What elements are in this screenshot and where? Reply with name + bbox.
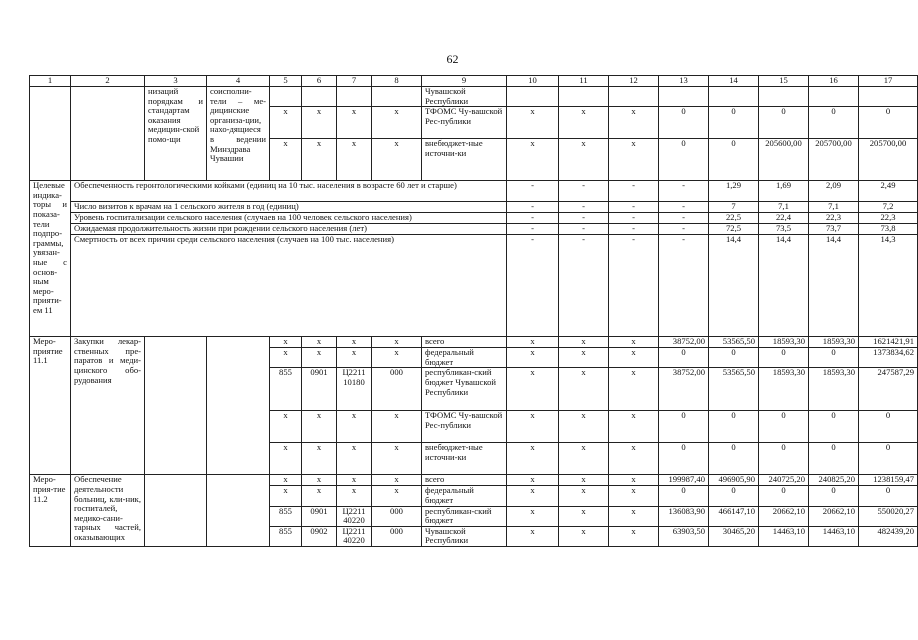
col-header: 4 (207, 76, 270, 87)
cell: x (507, 337, 559, 348)
cell (507, 87, 559, 107)
value-cell: 14463,10 (759, 526, 809, 546)
value-cell: 38752,00 (659, 337, 709, 348)
cell (145, 337, 207, 475)
source-cell: ТФОМС Чу-вашской Рес-публики (422, 107, 507, 139)
cell: - (507, 181, 559, 202)
cell: - (559, 235, 609, 337)
cell: x (337, 337, 372, 348)
value-cell: 0 (809, 486, 859, 506)
cell: x (337, 411, 372, 443)
cell: 855 (270, 526, 302, 546)
cell (659, 87, 709, 107)
source-cell: Чувашской Республики (422, 526, 507, 546)
cell: 0901 (302, 368, 337, 411)
cell: x (507, 526, 559, 546)
value-cell: 53565,50 (709, 368, 759, 411)
cell: x (609, 526, 659, 546)
col-header: 15 (759, 76, 809, 87)
cell: x (507, 139, 559, 181)
cell: x (559, 475, 609, 486)
cell: - (659, 235, 709, 337)
indicator-text: Ожидаемая продолжительность жизни при рождении сельского населения (лет) (71, 224, 507, 235)
cell (302, 87, 337, 107)
measure-label: Меро-прия-тие 11.2 (30, 475, 71, 547)
value-cell: 0 (659, 139, 709, 181)
cell: x (559, 337, 609, 348)
cell: x (270, 348, 302, 368)
col-header: 7 (337, 76, 372, 87)
value-cell: 14,4 (709, 235, 759, 337)
value-cell: 0 (659, 443, 709, 475)
cell (145, 475, 207, 547)
cell: - (609, 235, 659, 337)
cell: x (559, 139, 609, 181)
col-header: 10 (507, 76, 559, 87)
cell: x (337, 486, 372, 506)
col-header: 3 (145, 76, 207, 87)
cell: Ц2211 10180 (337, 368, 372, 411)
cell (30, 87, 71, 181)
col-header: 17 (859, 76, 918, 87)
cell (207, 475, 270, 547)
value-cell: 0 (709, 443, 759, 475)
value-cell: 199987,40 (659, 475, 709, 486)
value-cell: 1621421,91 (859, 337, 918, 348)
table-row (30, 87, 918, 107)
indicator-text: Смертность от всех причин среди сельского населения (случаев на 100 тыс. населения) (71, 235, 507, 337)
value-cell: 63903,50 (659, 526, 709, 546)
value-cell: 7 (709, 202, 759, 213)
indicator-row (30, 213, 918, 224)
col-header: 14 (709, 76, 759, 87)
cell: x (270, 411, 302, 443)
value-cell: 205700,00 (859, 139, 918, 181)
cell: 000 (372, 368, 422, 411)
indicator-text: Уровень госпитализации сельского населения (случаев на 100 человек сельского населения) (71, 213, 507, 224)
value-cell: 14,3 (859, 235, 918, 337)
executor-cell: низаций порядкам и стандартам оказания медицин-ской помо-щи (145, 87, 207, 181)
measure-name: Обеспечение деятельности больниц, кли-ник, госпиталей, медико-сани-тарных частей, оказывающих (71, 475, 145, 547)
table-body (30, 76, 918, 547)
value-cell: 1,69 (759, 181, 809, 202)
value-cell: 73,7 (809, 224, 859, 235)
cell: - (507, 213, 559, 224)
value-cell: 0 (759, 411, 809, 443)
cell: x (609, 443, 659, 475)
value-cell: 7,2 (859, 202, 918, 213)
col-header: 13 (659, 76, 709, 87)
col-header: 16 (809, 76, 859, 87)
cell: 0901 (302, 506, 337, 526)
table-row (30, 337, 918, 348)
page-number: 62 (446, 52, 459, 66)
col-header: 8 (372, 76, 422, 87)
source-cell: внебюджет-ные источни-ки (422, 443, 507, 475)
value-cell: 20662,10 (809, 506, 859, 526)
value-cell: 0 (709, 139, 759, 181)
value-cell: 247587,29 (859, 368, 918, 411)
measure-name: Закупки лекар-ственных пре-паратов и меди-цинского обо-рудования (71, 337, 145, 475)
cell: - (659, 213, 709, 224)
cell: x (270, 139, 302, 181)
column-number-row (30, 76, 918, 87)
value-cell: 240825,20 (809, 475, 859, 486)
cell: x (507, 443, 559, 475)
cell: x (559, 443, 609, 475)
table-row (30, 475, 918, 486)
value-cell: 0 (659, 486, 709, 506)
cell: x (609, 486, 659, 506)
cell: x (372, 443, 422, 475)
cell: - (507, 235, 559, 337)
value-cell: 38752,00 (659, 368, 709, 411)
cell: x (559, 526, 609, 546)
value-cell: 18593,30 (759, 368, 809, 411)
cell: x (507, 486, 559, 506)
cell: x (609, 337, 659, 348)
cell: x (507, 368, 559, 411)
value-cell: 1,29 (709, 181, 759, 202)
value-cell: 73,8 (859, 224, 918, 235)
cell (759, 87, 809, 107)
cell: x (372, 411, 422, 443)
value-cell: 18593,30 (809, 337, 859, 348)
value-cell: 73,5 (759, 224, 809, 235)
value-cell: 14463,10 (809, 526, 859, 546)
coexecutor-cell: соисполни-тели – ме-дицинские организа-ции, нахо-дящиеся в ведении Минздрава Чувашии (207, 87, 270, 181)
indicator-row (30, 181, 918, 202)
col-header: 9 (422, 76, 507, 87)
value-cell: 1373834,62 (859, 348, 918, 368)
value-cell: 0 (759, 486, 809, 506)
col-header: 5 (270, 76, 302, 87)
source-cell: республикан-ский бюджет (422, 506, 507, 526)
col-header: 12 (609, 76, 659, 87)
value-cell: 0 (759, 107, 809, 139)
indicator-text: Число визитов к врачам на 1 сельского жителя в год (единиц) (71, 202, 507, 213)
value-cell: 22,3 (809, 213, 859, 224)
cell: x (302, 139, 337, 181)
value-cell: 482439,20 (859, 526, 918, 546)
cell: x (559, 107, 609, 139)
value-cell: 1238159,47 (859, 475, 918, 486)
col-header: 2 (71, 76, 145, 87)
cell: - (507, 224, 559, 235)
cell: - (559, 213, 609, 224)
cell: - (659, 224, 709, 235)
cell: x (559, 486, 609, 506)
cell: x (609, 475, 659, 486)
cell: x (337, 348, 372, 368)
value-cell: 14,4 (759, 235, 809, 337)
value-cell: 2,09 (809, 181, 859, 202)
budget-table (29, 75, 918, 547)
cell: x (337, 443, 372, 475)
source-cell: ТФОМС Чу-вашской Рес-публики (422, 411, 507, 443)
cell: x (609, 368, 659, 411)
value-cell: 14,4 (809, 235, 859, 337)
cell (270, 87, 302, 107)
source-cell: федеральный бюджет (422, 486, 507, 506)
value-cell: 466147,10 (709, 506, 759, 526)
cell: x (507, 506, 559, 526)
source-cell: Чувашской Республики (422, 87, 507, 107)
value-cell: 0 (709, 411, 759, 443)
cell: - (659, 202, 709, 213)
cell: - (507, 202, 559, 213)
source-cell: всего (422, 337, 507, 348)
value-cell: 496905,90 (709, 475, 759, 486)
value-cell: 0 (809, 443, 859, 475)
source-cell: внебюджет-ные источни-ки (422, 139, 507, 181)
cell: x (302, 337, 337, 348)
indicator-row (30, 202, 918, 213)
cell: x (270, 337, 302, 348)
cell: x (302, 475, 337, 486)
cell: x (609, 139, 659, 181)
cell: x (270, 486, 302, 506)
cell: - (559, 202, 609, 213)
value-cell: 240725,20 (759, 475, 809, 486)
value-cell: 0 (659, 107, 709, 139)
cell: - (559, 181, 609, 202)
value-cell: 7,1 (759, 202, 809, 213)
cell: x (302, 443, 337, 475)
cell: x (372, 107, 422, 139)
cell (372, 87, 422, 107)
cell: - (609, 213, 659, 224)
cell: x (302, 107, 337, 139)
cell: 000 (372, 526, 422, 546)
value-cell: 205600,00 (759, 139, 809, 181)
cell: 000 (372, 506, 422, 526)
cell: Ц2211 40220 (337, 526, 372, 546)
cell (337, 87, 372, 107)
cell: - (559, 224, 609, 235)
cell: x (372, 139, 422, 181)
value-cell: 0 (859, 411, 918, 443)
value-cell: 18593,30 (809, 368, 859, 411)
value-cell: 0 (709, 486, 759, 506)
source-cell: всего (422, 475, 507, 486)
cell: x (609, 411, 659, 443)
cell: x (507, 411, 559, 443)
cell: x (559, 348, 609, 368)
cell: Ц2211 40220 (337, 506, 372, 526)
cell: x (609, 348, 659, 368)
cell: x (507, 475, 559, 486)
cell: x (302, 348, 337, 368)
value-cell: 22,5 (709, 213, 759, 224)
value-cell: 205700,00 (809, 139, 859, 181)
cell: x (270, 475, 302, 486)
cell (609, 87, 659, 107)
cell: 855 (270, 506, 302, 526)
value-cell: 136083,90 (659, 506, 709, 526)
value-cell: 7,1 (809, 202, 859, 213)
cell (207, 337, 270, 475)
cell: x (270, 107, 302, 139)
value-cell: 72,5 (709, 224, 759, 235)
value-cell: 0 (859, 486, 918, 506)
cell: x (609, 107, 659, 139)
cell: x (337, 107, 372, 139)
cell: x (270, 443, 302, 475)
cell: x (372, 486, 422, 506)
value-cell: 22,4 (759, 213, 809, 224)
col-header: 6 (302, 76, 337, 87)
cell: x (372, 348, 422, 368)
value-cell: 0 (659, 348, 709, 368)
value-cell: 0 (709, 348, 759, 368)
indicator-row (30, 224, 918, 235)
cell: - (609, 202, 659, 213)
cell: x (337, 475, 372, 486)
cell (859, 87, 918, 107)
cell: 0902 (302, 526, 337, 546)
indicator-text: Обеспеченность геронтологическими койками (единиц на 10 тыс. населения в возрасте 60 лет и старше) (71, 181, 507, 202)
cell (809, 87, 859, 107)
value-cell: 18593,30 (759, 337, 809, 348)
cell (71, 87, 145, 181)
cell: - (659, 181, 709, 202)
value-cell: 22,3 (859, 213, 918, 224)
value-cell: 30465,20 (709, 526, 759, 546)
value-cell: 0 (759, 348, 809, 368)
value-cell: 0 (709, 107, 759, 139)
value-cell: 2,49 (859, 181, 918, 202)
cell: x (372, 337, 422, 348)
value-cell: 0 (859, 443, 918, 475)
cell: x (559, 506, 609, 526)
cell: x (337, 139, 372, 181)
value-cell: 0 (659, 411, 709, 443)
cell: x (609, 506, 659, 526)
value-cell: 550020,27 (859, 506, 918, 526)
cell (559, 87, 609, 107)
col-header: 11 (559, 76, 609, 87)
cell: x (507, 107, 559, 139)
cell: x (559, 368, 609, 411)
cell: - (609, 181, 659, 202)
cell: - (609, 224, 659, 235)
cell: 855 (270, 368, 302, 411)
cell: x (372, 475, 422, 486)
col-header: 1 (30, 76, 71, 87)
value-cell: 0 (809, 107, 859, 139)
source-cell: федеральный бюджет (422, 348, 507, 368)
cell: x (559, 411, 609, 443)
source-cell: республикан-ский бюджет Чувашской Республики (422, 368, 507, 411)
value-cell: 0 (859, 107, 918, 139)
value-cell: 0 (809, 348, 859, 368)
value-cell: 0 (809, 411, 859, 443)
cell: x (302, 411, 337, 443)
cell (709, 87, 759, 107)
value-cell: 0 (759, 443, 809, 475)
cell: x (302, 486, 337, 506)
value-cell: 20662,10 (759, 506, 809, 526)
cell: x (507, 348, 559, 368)
value-cell: 53565,50 (709, 337, 759, 348)
indicators-label: Целевые индика-торы и показа-тели подпро-граммы, увязан-ные с основ-ным меро-прияти-ем 11 (30, 181, 71, 337)
measure-label: Меро-приятие 11.1 (30, 337, 71, 475)
indicator-row (30, 235, 918, 337)
